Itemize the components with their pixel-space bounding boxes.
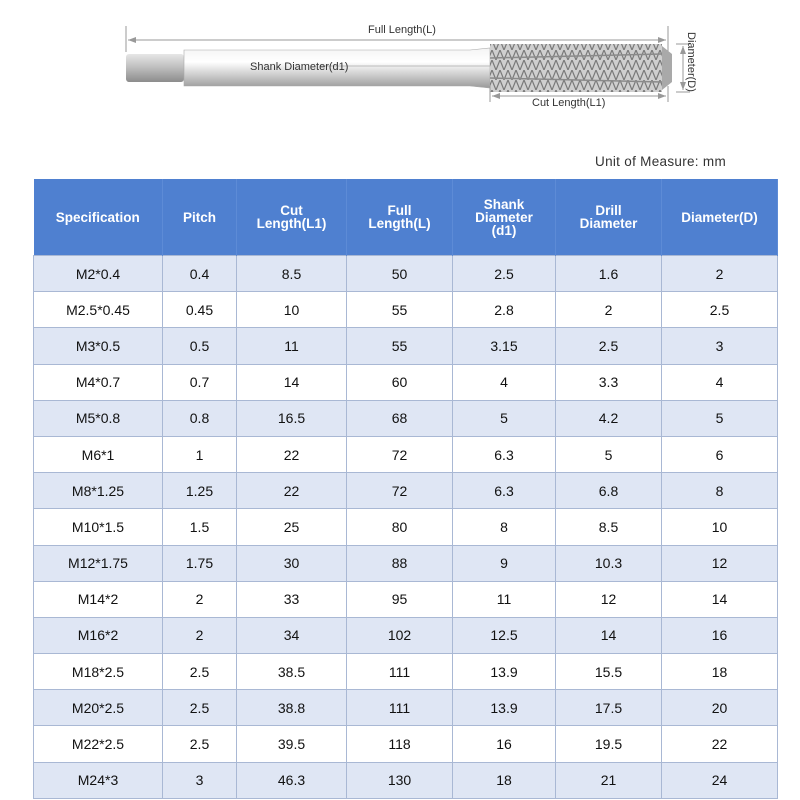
cell-pitch: 1.75 xyxy=(163,545,237,581)
specification-table xyxy=(33,179,778,799)
cell-cut-length: 16.5 xyxy=(237,400,347,436)
cell-full-length: 102 xyxy=(347,617,453,653)
cell-drill-diameter: 17.5 xyxy=(556,690,662,726)
cell-specification: M24*3 xyxy=(34,762,163,798)
cell-shank-diameter: 5 xyxy=(453,400,556,436)
cell-cut-length: 14 xyxy=(237,364,347,400)
cell-diameter: 8 xyxy=(662,473,778,509)
cell-drill-diameter: 8.5 xyxy=(556,509,662,545)
cell-specification: M6*1 xyxy=(34,436,163,472)
cell-drill-diameter: 2 xyxy=(556,292,662,328)
header-pitch xyxy=(163,179,237,256)
cell-cut-length: 33 xyxy=(237,581,347,617)
table-row xyxy=(34,328,778,364)
cell-pitch: 2.5 xyxy=(163,654,237,690)
cell-cut-length: 39.5 xyxy=(237,726,347,762)
cell-cut-length: 34 xyxy=(237,617,347,653)
full-length-label: Full Length(L) xyxy=(368,24,436,36)
table-body xyxy=(34,256,778,799)
header-line: Shank xyxy=(483,196,525,212)
table-row xyxy=(34,690,778,726)
cell-pitch: 0.4 xyxy=(163,256,237,292)
cell-shank-diameter: 6.3 xyxy=(453,473,556,509)
cell-cut-length: 46.3 xyxy=(237,762,347,798)
tap-illustration xyxy=(126,44,672,92)
table-row xyxy=(34,436,778,472)
cell-specification: M22*2.5 xyxy=(34,726,163,762)
cell-specification: M10*1.5 xyxy=(34,509,163,545)
cell-pitch: 2.5 xyxy=(163,690,237,726)
cell-shank-diameter: 6.3 xyxy=(453,436,556,472)
cell-drill-diameter: 4.2 xyxy=(556,400,662,436)
cell-full-length: 118 xyxy=(347,726,453,762)
cell-specification: M4*0.7 xyxy=(34,364,163,400)
cell-diameter: 3 xyxy=(662,328,778,364)
cell-cut-length: 30 xyxy=(237,545,347,581)
cell-drill-diameter: 21 xyxy=(556,762,662,798)
unit-of-measure-label: Unit of Measure: mm xyxy=(595,154,726,169)
table-row xyxy=(34,617,778,653)
cell-cut-length: 11 xyxy=(237,328,347,364)
cell-full-length: 55 xyxy=(347,328,453,364)
cell-full-length: 88 xyxy=(347,545,453,581)
header-shank-diameter xyxy=(453,179,556,256)
cell-specification: M5*0.8 xyxy=(34,400,163,436)
cell-diameter: 18 xyxy=(662,654,778,690)
cell-specification: M18*2.5 xyxy=(34,654,163,690)
cell-shank-diameter: 8 xyxy=(453,509,556,545)
cell-full-length: 55 xyxy=(347,292,453,328)
cell-diameter: 20 xyxy=(662,690,778,726)
table-header-row xyxy=(34,179,778,256)
cut-length-label: Cut Length(L1) xyxy=(532,97,606,109)
cell-full-length: 111 xyxy=(347,654,453,690)
cell-cut-length: 38.8 xyxy=(237,690,347,726)
cell-drill-diameter: 10.3 xyxy=(556,545,662,581)
table-row xyxy=(34,400,778,436)
cell-shank-diameter: 16 xyxy=(453,726,556,762)
cell-specification: M8*1.25 xyxy=(34,473,163,509)
cell-specification: M16*2 xyxy=(34,617,163,653)
table-row xyxy=(34,256,778,292)
header-line: Diameter(D) xyxy=(681,209,758,225)
cell-shank-diameter: 3.15 xyxy=(453,328,556,364)
tap-dimension-diagram xyxy=(0,0,800,130)
header-drill-diameter xyxy=(556,179,662,256)
cell-diameter: 10 xyxy=(662,509,778,545)
cell-diameter: 12 xyxy=(662,545,778,581)
header-full-length xyxy=(347,179,453,256)
cell-cut-length: 25 xyxy=(237,509,347,545)
cell-shank-diameter: 9 xyxy=(453,545,556,581)
header-diameter xyxy=(662,179,778,256)
cell-diameter: 2 xyxy=(662,256,778,292)
table-row xyxy=(34,726,778,762)
header-line: Full xyxy=(387,203,412,218)
cell-drill-diameter: 6.8 xyxy=(556,473,662,509)
cell-full-length: 111 xyxy=(347,690,453,726)
table-row xyxy=(34,654,778,690)
cell-shank-diameter: 13.9 xyxy=(453,690,556,726)
header-line: Cut xyxy=(280,203,303,218)
table-row xyxy=(34,581,778,617)
cell-shank-diameter: 11 xyxy=(453,581,556,617)
header-line: Diameter xyxy=(475,209,533,225)
cell-specification: M2.5*0.45 xyxy=(34,292,163,328)
cell-shank-diameter: 2.5 xyxy=(453,256,556,292)
cell-shank-diameter: 13.9 xyxy=(453,654,556,690)
cell-full-length: 80 xyxy=(347,509,453,545)
header-cut-length xyxy=(237,179,347,256)
cell-specification: M14*2 xyxy=(34,581,163,617)
cell-diameter: 22 xyxy=(662,726,778,762)
cell-drill-diameter: 12 xyxy=(556,581,662,617)
cell-full-length: 95 xyxy=(347,581,453,617)
cell-pitch: 0.8 xyxy=(163,400,237,436)
cell-drill-diameter: 5 xyxy=(556,436,662,472)
cell-drill-diameter: 19.5 xyxy=(556,726,662,762)
cell-specification: M2*0.4 xyxy=(34,256,163,292)
cell-full-length: 72 xyxy=(347,436,453,472)
cell-cut-length: 38.5 xyxy=(237,654,347,690)
header-line: Length(L1) xyxy=(256,216,327,231)
cell-specification: M3*0.5 xyxy=(34,328,163,364)
cell-diameter: 2.5 xyxy=(662,292,778,328)
cell-diameter: 4 xyxy=(662,364,778,400)
header-line: Drill xyxy=(595,203,622,218)
cell-specification: M12*1.75 xyxy=(34,545,163,581)
table-row xyxy=(34,473,778,509)
cell-specification: M20*2.5 xyxy=(34,690,163,726)
header-line: (d1) xyxy=(491,222,517,238)
header-line: Specification xyxy=(55,209,140,225)
table-row xyxy=(34,762,778,798)
cell-drill-diameter: 3.3 xyxy=(556,364,662,400)
shank-diameter-label: Shank Diameter(d1) xyxy=(250,61,349,73)
cell-pitch: 1.25 xyxy=(163,473,237,509)
table-row xyxy=(34,509,778,545)
cell-pitch: 0.45 xyxy=(163,292,237,328)
diameter-label: Diameter(D) xyxy=(685,32,697,92)
cell-pitch: 2 xyxy=(163,581,237,617)
cell-drill-diameter: 1.6 xyxy=(556,256,662,292)
cell-full-length: 72 xyxy=(347,473,453,509)
cell-pitch: 1.5 xyxy=(163,509,237,545)
cell-diameter: 5 xyxy=(662,400,778,436)
cell-pitch: 3 xyxy=(163,762,237,798)
header-line: Diameter xyxy=(579,216,638,231)
cell-pitch: 2 xyxy=(163,617,237,653)
cell-shank-diameter: 12.5 xyxy=(453,617,556,653)
cell-full-length: 68 xyxy=(347,400,453,436)
cell-cut-length: 22 xyxy=(237,436,347,472)
cell-pitch: 1 xyxy=(163,436,237,472)
table-row xyxy=(34,364,778,400)
header-line: Pitch xyxy=(182,209,216,225)
cell-cut-length: 8.5 xyxy=(237,256,347,292)
cell-diameter: 14 xyxy=(662,581,778,617)
cell-drill-diameter: 14 xyxy=(556,617,662,653)
cell-diameter: 16 xyxy=(662,617,778,653)
cell-shank-diameter: 18 xyxy=(453,762,556,798)
cell-cut-length: 22 xyxy=(237,473,347,509)
cell-drill-diameter: 15.5 xyxy=(556,654,662,690)
header-specification xyxy=(34,179,163,256)
header-line: Length(L) xyxy=(368,216,431,231)
cell-full-length: 130 xyxy=(347,762,453,798)
cell-full-length: 50 xyxy=(347,256,453,292)
cell-cut-length: 10 xyxy=(237,292,347,328)
table-row xyxy=(34,545,778,581)
cell-pitch: 0.7 xyxy=(163,364,237,400)
cell-diameter: 6 xyxy=(662,436,778,472)
cell-full-length: 60 xyxy=(347,364,453,400)
cell-diameter: 24 xyxy=(662,762,778,798)
cell-pitch: 0.5 xyxy=(163,328,237,364)
cell-shank-diameter: 4 xyxy=(453,364,556,400)
table-row xyxy=(34,292,778,328)
cell-pitch: 2.5 xyxy=(163,726,237,762)
cell-drill-diameter: 2.5 xyxy=(556,328,662,364)
cell-shank-diameter: 2.8 xyxy=(453,292,556,328)
